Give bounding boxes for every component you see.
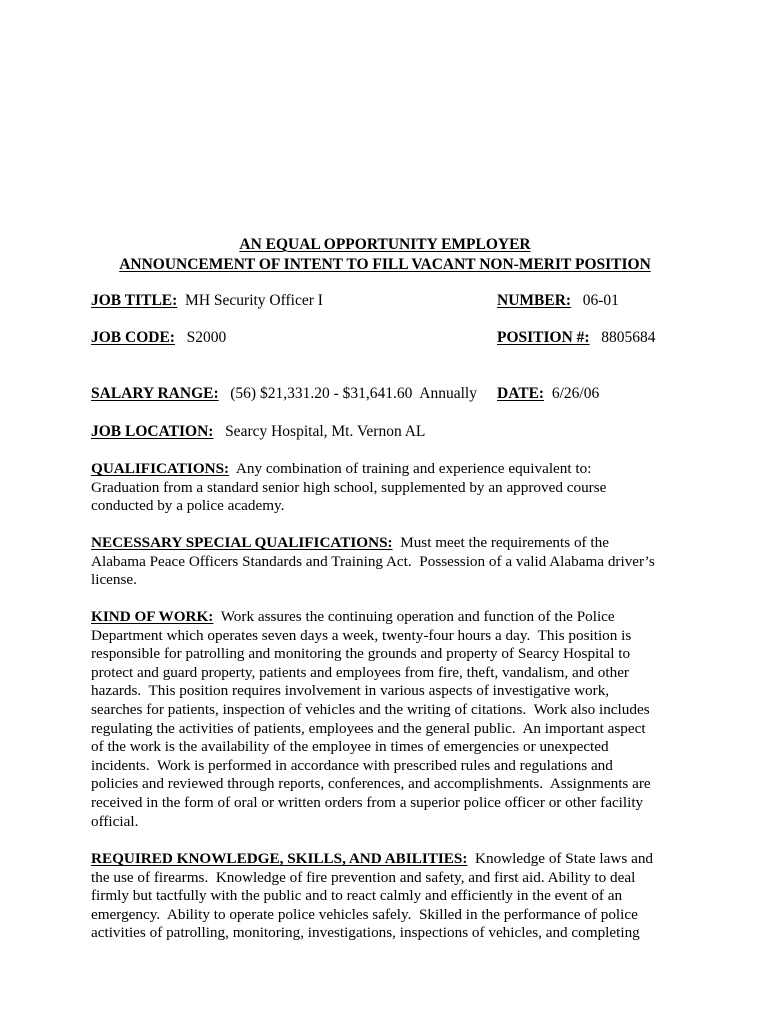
paragraph-line: incidents. Work is performed in accordance with prescribed rules and regulations and — [91, 756, 613, 774]
paragraph-line: protect and guard property, patients and employees from fire, theft, vandalism, and other — [91, 663, 629, 681]
salary-range-label: SALARY RANGE: — [91, 385, 219, 402]
kind-of-work-section — [91, 608, 691, 831]
date-value: 6/26/06 — [551, 385, 600, 402]
number-field — [497, 292, 619, 310]
job-location-value: Searcy Hospital, Mt. Vernon AL — [225, 423, 426, 440]
date-field — [497, 385, 599, 403]
salary-range-field — [91, 385, 477, 403]
paragraph-line: NECESSARY SPECIAL QUALIFICATIONS: Must meet the requirements of the — [91, 534, 609, 551]
paragraph-line: received in the form of oral or written orders from a superior police officer or other facility — [91, 793, 644, 811]
number-label: NUMBER: — [497, 292, 572, 309]
paragraph-line: REQUIRED KNOWLEDGE, SKILLS, AND ABILITIES: Knowledge of State laws and — [91, 850, 654, 867]
header-line-2: ANNOUNCEMENT OF INTENT TO FILL VACANT NON-MERIT POSITION — [119, 256, 651, 273]
paragraph-line: KIND OF WORK: Work assures the continuing operation and function of the Police — [91, 608, 615, 625]
paragraph-line: Alabama Peace Officers Standards and Training Act. Possession of a valid Alabama driver’s — [91, 552, 655, 570]
qualifications-section — [91, 460, 691, 516]
ksa-section — [91, 850, 691, 943]
header-line-1: AN EQUAL OPPORTUNITY EMPLOYER — [239, 236, 531, 253]
paragraph-line: Graduation from a standard senior high school, supplemented by an approved course — [91, 478, 607, 496]
job-location-field — [91, 423, 425, 441]
paragraph-line: QUALIFICATIONS: Any combination of training and experience equivalent to: — [91, 460, 592, 477]
job-title-label: JOB TITLE: — [91, 292, 178, 309]
job-location-label: JOB LOCATION: — [91, 423, 214, 440]
salary-range-value: (56) $21,331.20 - $31,641.60 Annually — [230, 385, 477, 402]
job-title-value: MH Security Officer I — [185, 292, 323, 309]
job-code-field — [91, 329, 226, 347]
job-code-label: JOB CODE: — [91, 329, 175, 346]
number-value: 06-01 — [582, 292, 619, 309]
paragraph-line: the use of firearms. Knowledge of fire prevention and safety, and first aid. Ability to deal — [91, 868, 636, 886]
kind-of-work-label: KIND OF WORK: — [91, 608, 214, 625]
position-label: POSITION #: — [497, 329, 590, 346]
paragraph-line: of the work is the availability of the employee in times of emergencies or unexpected — [91, 738, 609, 756]
date-label: DATE: — [497, 385, 545, 402]
position-field — [497, 329, 655, 347]
job-code-value: S2000 — [186, 329, 227, 346]
paragraph-line: official. — [91, 812, 139, 830]
paragraph-line: conducted by a police academy. — [91, 497, 285, 515]
special-qualifications-section — [91, 534, 691, 590]
paragraph-line: firmly but tactfully with the public and to react calmly and efficiently in the event of an — [91, 887, 623, 905]
ksa-label: REQUIRED KNOWLEDGE, SKILLS, AND ABILITIES: — [91, 850, 468, 867]
paragraph-line: license. — [91, 571, 137, 589]
special-qualifications-label: NECESSARY SPECIAL QUALIFICATIONS: — [91, 534, 393, 551]
paragraph-line: activities of patrolling, monitoring, investigations, inspections of vehicles, and completing — [91, 924, 640, 942]
paragraph-line: responsible for patrolling and monitoring the grounds and property of Searcy Hospital to — [91, 645, 631, 663]
job-title-field — [91, 292, 323, 310]
paragraph-line: hazards. This position requires involvement in various aspects of investigative work, — [91, 682, 610, 700]
paragraph-line: emergency. Ability to operate police vehicles safely. Skilled in the performance of police — [91, 905, 638, 923]
paragraph-line: Department which operates seven days a week, twenty-four hours a day. This position is — [91, 626, 632, 644]
paragraph-line: searches for patients, inspection of vehicles and the writing of citations. Work also includes — [91, 700, 650, 718]
paragraph-line: policies and reviewed through reports, conferences, and accomplishments. Assignments are — [91, 775, 651, 793]
paragraph-line: regulating the activities of patients, employees and the general public. An important aspect — [91, 719, 646, 737]
position-value: 8805684 — [601, 329, 656, 346]
qualifications-label: QUALIFICATIONS: — [91, 460, 230, 477]
